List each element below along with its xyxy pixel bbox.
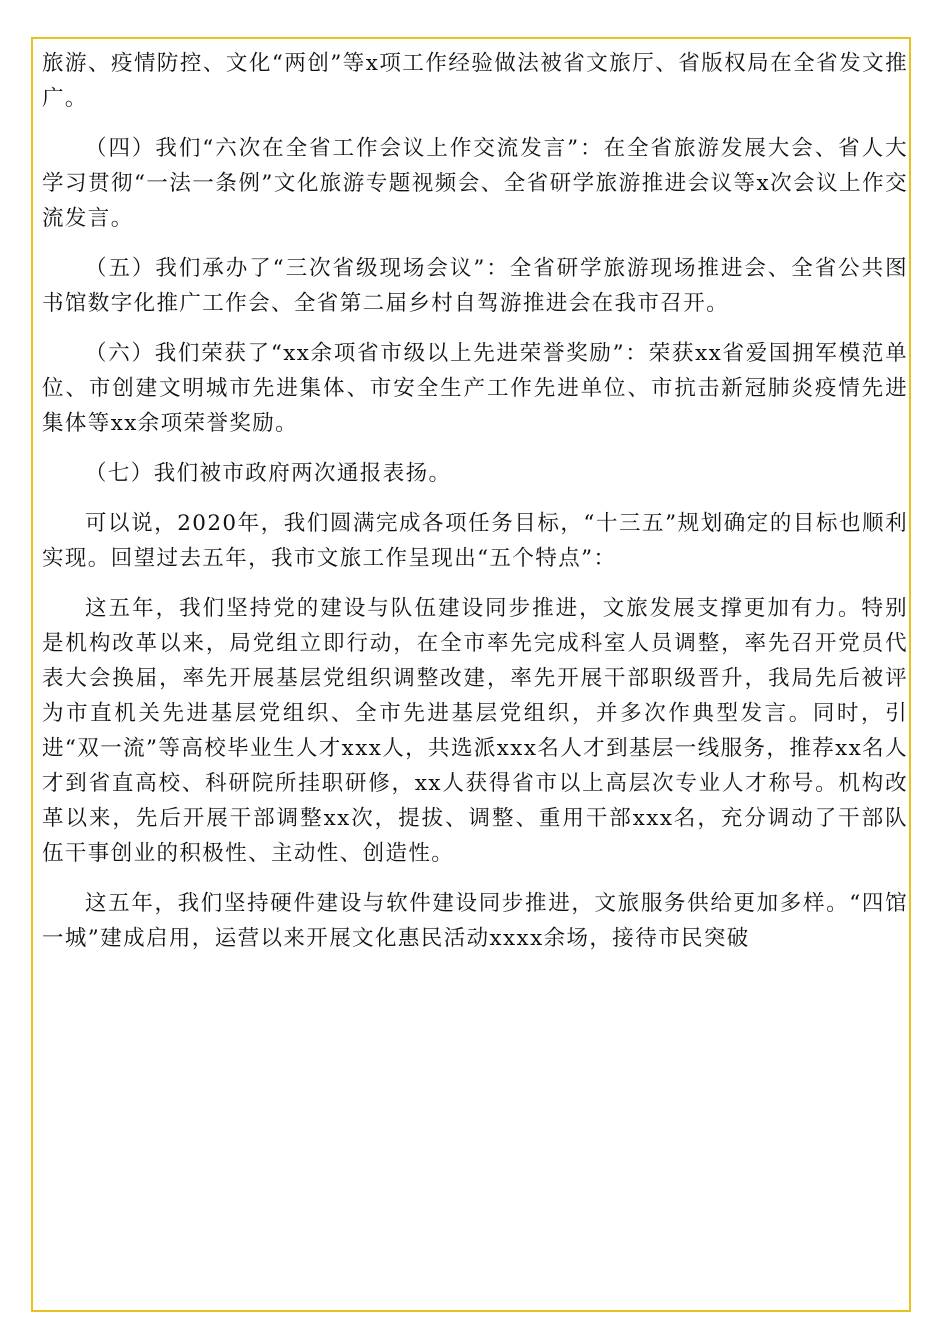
paragraph-feature-1: 这五年，我们坚持党的建设与队伍建设同步推进，文旅发展支撑更加有力。特别是机构改革以来，局党组立即行动，在全市率先完成科室人员调整，率先召开党员代表大会换届，率先开展基层党组织调整改建，率先开展干部职级晋升，我局先后被评为市直机关先进基层党组织、全市先进基层党组织，并多次作典型发言。同时，引进“双一流”等高校毕业生人才xxx人，共选派xxx名人才到基层一线服务，推荐xx名人才到省直高校、科研院所挂职研修，xx人获得省市以上高层次专业人才称号。机构改革以来，先后开展干部调整xx次，提拔、调整、重用干部xxx名，充分调动了干部队伍干事创业的积极性、主动性、创造性。 <box>42 596 908 866</box>
paragraph-continuation: 旅游、疫情防控、文化“两创”等x项工作经验做法被省文旅厅、省版权局在全省发文推广。 <box>42 51 908 111</box>
paragraph-item-4: （四）我们“六次在全省工作会议上作交流发言”：在全省旅游发展大会、省人大学习贯彻“一法一条例”文化旅游专题视频会、全省研学旅游推进会议等x次会议上作交流发言。 <box>42 136 908 231</box>
paragraph-summary: 可以说，2020年，我们圆满完成各项任务目标，“十三五”规划确定的目标也顺利实现。回望过去五年，我市文旅工作呈现出“五个特点”： <box>42 511 908 571</box>
paragraph-item-6: （六）我们荣获了“xx余项省市级以上先进荣誉奖励”：荣获xx省爱国拥军模范单位、市创建文明城市先进集体、市安全生产工作先进单位、市抗击新冠肺炎疫情先进集体等xx余项荣誉奖励。 <box>42 341 908 436</box>
paragraph-item-7: （七）我们被市政府两次通报表扬。 <box>85 461 452 486</box>
paragraph-feature-2: 这五年，我们坚持硬件建设与软件建设同步推进，文旅服务供给更加多样。“四馆一城”建成启用，运营以来开展文化惠民活动xxxx余场，接待市民突破 <box>42 891 908 951</box>
document-body <box>42 46 908 956</box>
paragraph-item-5: （五）我们承办了“三次省级现场会议”：全省研学旅游现场推进会、全省公共图书馆数字化推广工作会、全省第二届乡村自驾游推进会在我市召开。 <box>42 256 908 316</box>
